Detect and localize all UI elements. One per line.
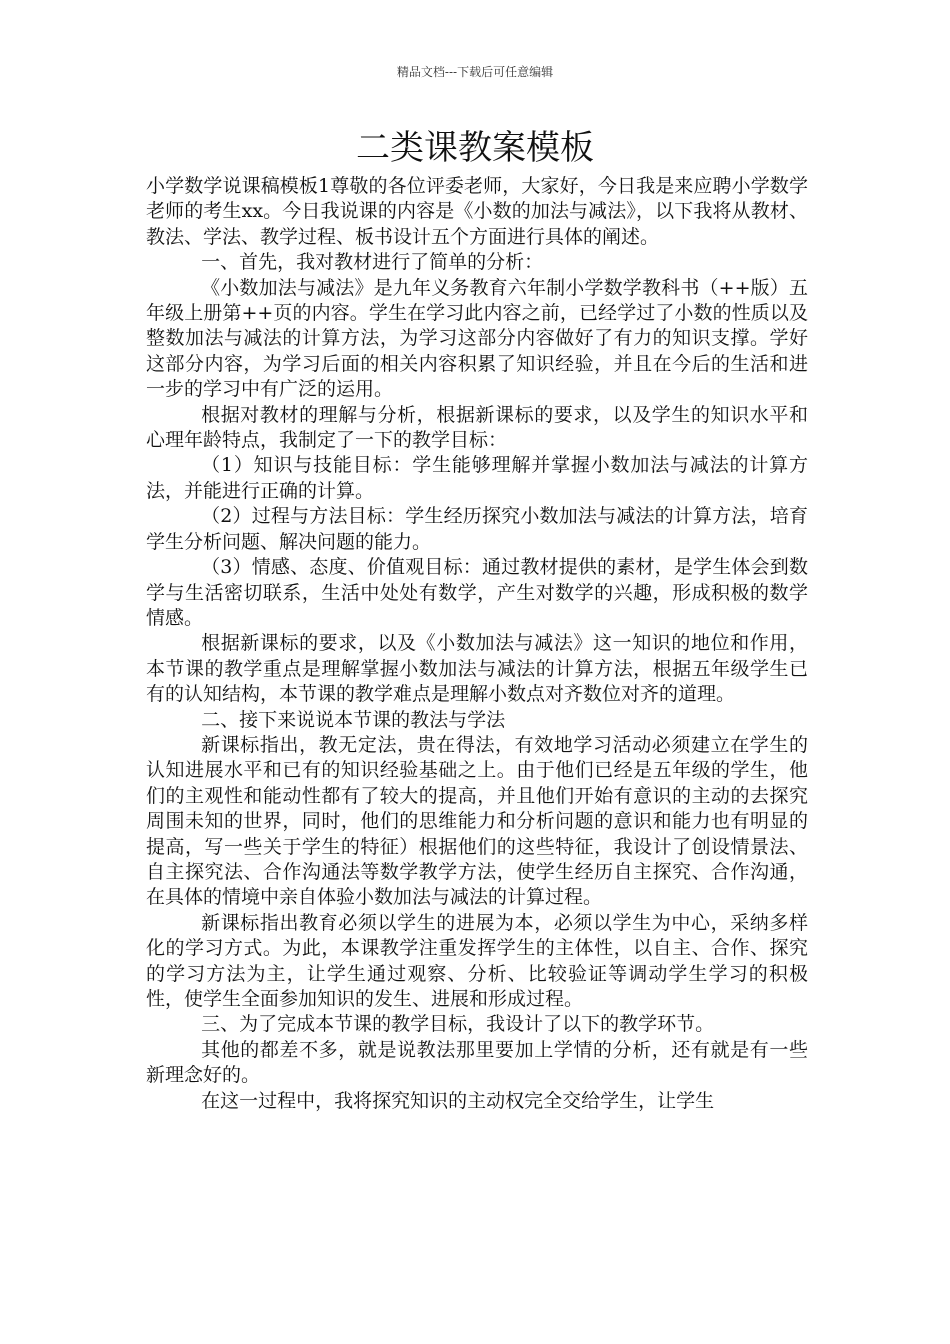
paragraph-objective-3: （3）情感、态度、价值观目标：通过教材提供的素材，是学生体会到数学与生活密切联系，生活中处处有数学，产生对数学的兴趣，形成积极的数学情感。	[146, 556, 808, 629]
paragraph-learning-methods: 新课标指出教育必须以学生的进展为本，必须以学生为中心，采纳多样化的学习方式。为此，本课教学注重发挥学生的主体性，以自主、合作、探究的学习方法为主，让学生通过观察、分析、比较验证等调动学生学习的积极性，使学生全面参加知识的发生、进展和形成过程。	[146, 911, 808, 1010]
paragraph-intro: 小学数学说课稿模板1尊敬的各位评委老师，大家好，今日我是来应聘小学数学老师的考生xx。今日我说课的内容是《小数的加法与减法》，以下我将从教材、教法、学法、教学过程、板书设计五个方面进行具体的阐述。	[146, 175, 808, 248]
document-title: 二类课教案模板	[356, 128, 594, 168]
paragraph-objective-1: （1）知识与技能目标：学生能够理解并掌握小数加法与减法的计算方法，并能进行正确的计算。	[146, 454, 808, 502]
paragraph-textbook-analysis: 《小数加法与减法》是九年义务教育六年制小学数学教科书（++版）五年级上册第++页的内容。学生在学习此内容之前，已经学过了小数的性质以及整数加法与减法的计算方法，为学习这部分内容做好了有力的知识支撑。学好这部分内容，为学习后面的相关内容积累了知识经验，并且在今后的生活和进一步的学习中有广泛的运用。	[146, 276, 808, 401]
paragraph-objectives-intro: 根据对教材的理解与分析，根据新课标的要求，以及学生的知识水平和心理年龄特点，我制定了一下的教学目标：	[146, 403, 808, 452]
page-header: 精品文档---下载后可任意编辑	[396, 65, 554, 79]
paragraph-section-2-heading: 二、接下来说说本节课的教法与学法	[201, 708, 506, 731]
paragraph-process: 在这一过程中，我将探究知识的主动权完全交给学生，让学生	[201, 1089, 715, 1112]
paragraph-key-points: 根据新课标的要求，以及《小数加法与减法》这一知识的地位和作用，本节课的教学重点是理解掌握小数加法与减法的计算方法，根据五年级学生已有的认知结构，本节课的教学难点是理解小数点对齐数位对齐的道理。	[146, 632, 808, 706]
paragraph-section-3-heading: 三、为了完成本节课的教学目标，我设计了以下的教学环节。	[201, 1013, 715, 1036]
document-body	[146, 174, 808, 1114]
paragraph-teaching-methods: 新课标指出，教无定法，贵在得法，有效地学习活动必须建立在学生的认知进展水平和已有的知识经验基础之上。由于他们已经是五年级的学生，他们的主观性和能动性都有了较大的提高，并且他们开始有意识的主动的去探究周围未知的世界，同时，他们的思维能力和分析问题的意识和能力也有明显的提高，写一些关于学生的特征）根据他们的这些特征，我设计了创设情景法、自主探究法、合作沟通法等数学教学方法，使学生经历自主探究、合作沟通，在具体的情境中亲自体验小数加法与减法的计算过程。	[146, 733, 808, 909]
paragraph-section-1-heading: 一、首先，我对教材进行了简单的分析：	[201, 251, 544, 274]
paragraph-objective-2: （2）过程与方法目标：学生经历探究小数加法与减法的计算方法，培育学生分析问题、解决问题的能力。	[146, 505, 808, 553]
paragraph-note: 其他的都差不多，就是说教法那里要加上学情的分析，还有就是有一些新理念好的。	[146, 1038, 808, 1087]
